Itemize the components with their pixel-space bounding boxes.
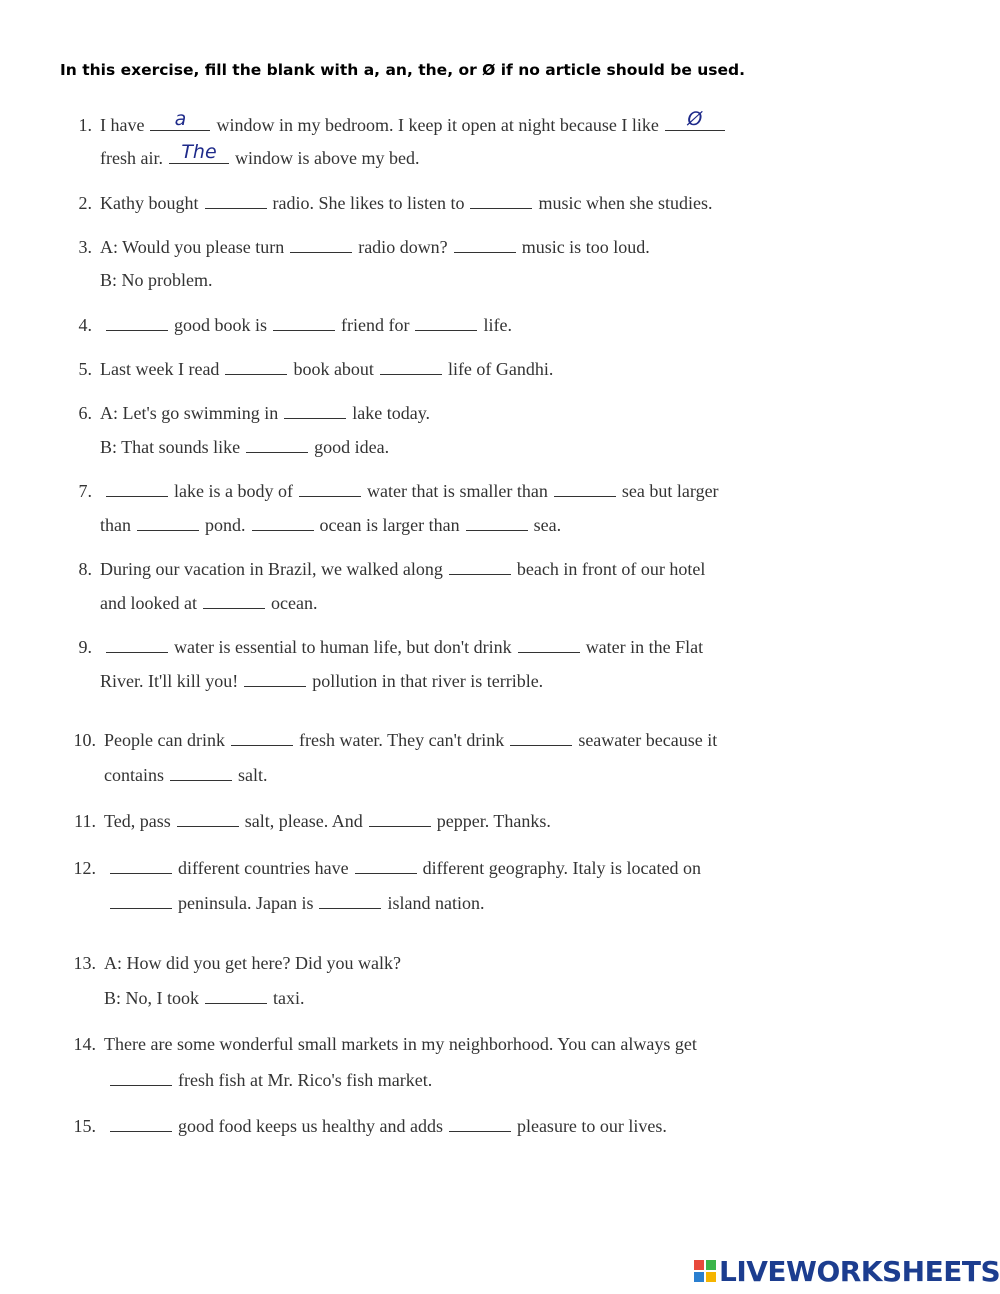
answer-blank[interactable] [170, 765, 232, 781]
item-number: 2. [78, 193, 92, 213]
item-text: good food keeps us healthy and adds [178, 1116, 443, 1136]
item-text: During our vacation in Brazil, we walked along [100, 559, 443, 579]
answer-blank[interactable] [665, 108, 725, 131]
item-text: book about [293, 359, 374, 379]
answer-blank[interactable] [299, 481, 361, 497]
answer-blank[interactable] [415, 315, 477, 331]
item-text: People can drink [104, 730, 225, 750]
item-number: 3. [78, 237, 92, 257]
item-number: 8. [78, 559, 92, 579]
item-text: There are some wonderful small markets in my neighborhood. You can always get [104, 1034, 697, 1054]
answer-blank[interactable] [284, 403, 346, 419]
item-text: seawater because it [578, 730, 718, 750]
item-text: radio. She likes to listen to [272, 193, 465, 213]
item-text: taxi. [273, 988, 305, 1008]
item-number: 9. [78, 637, 92, 657]
item-text: salt. [238, 765, 268, 785]
answer-blank[interactable] [290, 237, 352, 253]
item-text: A: Let's go swimming in [100, 403, 279, 423]
answer-blank[interactable] [470, 193, 532, 209]
item-text: good book is [174, 315, 268, 335]
item-text: fresh air. [100, 148, 163, 168]
handwritten-answer: a [174, 108, 187, 130]
liveworksheets-logo [694, 1255, 1000, 1287]
item-text: Kathy bought [100, 193, 199, 213]
item-text: good idea. [314, 437, 390, 457]
item-text: lake today. [352, 403, 431, 423]
answer-blank[interactable] [110, 1070, 172, 1086]
answer-blank[interactable] [106, 315, 168, 331]
item-text: radio down? [358, 237, 448, 257]
item-text: water that is smaller than [366, 481, 548, 501]
answer-blank[interactable] [110, 893, 172, 909]
item-text: ocean. [270, 593, 318, 613]
item-text: pond. [205, 515, 246, 535]
answer-blank[interactable] [205, 193, 267, 209]
answer-blank[interactable] [319, 893, 381, 909]
item-text: A: Would you please turn [100, 237, 285, 257]
item-number: 10. [73, 730, 96, 750]
answer-blank[interactable] [449, 559, 511, 575]
answer-blank[interactable] [554, 481, 616, 497]
answer-blank[interactable] [106, 481, 168, 497]
handwritten-answer: The [181, 141, 217, 163]
item-text: peninsula. Japan is [178, 893, 314, 913]
answer-blank[interactable] [449, 1116, 511, 1132]
item-text: friend for [341, 315, 410, 335]
item-text: different geography. Italy is located on [422, 858, 702, 878]
item-text: and looked at [100, 593, 197, 613]
item-text: salt, please. And [244, 811, 363, 831]
item-text: water in the Flat [585, 637, 704, 657]
item-text: pleasure to our lives. [516, 1116, 667, 1136]
answer-blank[interactable] [203, 593, 265, 609]
item-text: Last week I read [100, 359, 220, 379]
item-text: window in my bedroom. I keep it open at night because I like [216, 115, 659, 135]
answer-blank[interactable] [454, 237, 516, 253]
item-text: music when she studies. [538, 193, 713, 213]
item-number: 13. [73, 953, 96, 973]
item-text: A: How did you get here? Did you walk? [104, 953, 401, 973]
item-text: fresh fish at Mr. Rico's fish market. [178, 1070, 433, 1090]
item-text: lake is a body of [174, 481, 293, 501]
answer-blank[interactable] [510, 730, 572, 746]
answer-blank[interactable] [225, 359, 287, 375]
item-text: ocean is larger than [319, 515, 460, 535]
item-number: 14. [73, 1034, 96, 1054]
answer-blank[interactable] [110, 1116, 172, 1132]
item-text: I have [100, 115, 145, 135]
item-text: different countries have [178, 858, 349, 878]
item-text: window is above my bed. [234, 148, 420, 168]
instructions: In this exercise, fill the blank with a, an, the, or Ø if no article should be used. [60, 61, 746, 79]
item-number: 6. [78, 403, 92, 423]
item-text: fresh water. They can't drink [298, 730, 505, 750]
item-number: 11. [74, 811, 96, 831]
item-number: 15. [73, 1116, 96, 1136]
answer-blank[interactable] [355, 858, 417, 874]
logo-blocks-icon [694, 1260, 716, 1282]
logo-text: LIVEWORKSHEETS [719, 1254, 1000, 1288]
answer-blank[interactable] [369, 811, 431, 827]
answer-blank[interactable] [246, 437, 308, 453]
answer-blank[interactable] [244, 671, 306, 687]
answer-blank[interactable] [205, 988, 267, 1004]
item-text: contains [104, 765, 164, 785]
answer-blank[interactable] [380, 359, 442, 375]
answer-blank[interactable] [106, 637, 168, 653]
answer-blank[interactable] [137, 515, 199, 531]
answer-blank[interactable] [150, 108, 210, 131]
answer-blank[interactable] [466, 515, 528, 531]
item-text: River. It'll kill you! [100, 671, 239, 691]
item-text: sea but larger [621, 481, 719, 501]
item-text: pepper. Thanks. [436, 811, 551, 831]
item-text: beach in front of our hotel [516, 559, 706, 579]
item-text: life. [483, 315, 512, 335]
item-number: 12. [73, 858, 96, 878]
item-number: 4. [78, 315, 92, 335]
answer-blank[interactable] [231, 730, 293, 746]
item-text: Ted, pass [104, 811, 171, 831]
item-text: B: No, I took [104, 988, 200, 1008]
item-text: pollution in that river is terrible. [312, 671, 544, 691]
answer-blank[interactable] [177, 811, 239, 827]
item-number: 1. [78, 115, 92, 135]
answer-blank[interactable] [169, 141, 229, 164]
answer-blank[interactable] [252, 515, 314, 531]
item-number: 5. [78, 359, 92, 379]
item-text: sea. [533, 515, 562, 535]
item-text: B: That sounds like [100, 437, 241, 457]
item-text: island nation. [387, 893, 485, 913]
item-text: life of Gandhi. [447, 359, 554, 379]
item-text: than [100, 515, 131, 535]
item-text: water is essential to human life, but don't drink [174, 637, 512, 657]
answer-blank[interactable] [273, 315, 335, 331]
item-text: B: No problem. [100, 270, 213, 290]
item-text: music is too loud. [521, 237, 650, 257]
item-number: 7. [78, 481, 92, 501]
answer-blank[interactable] [518, 637, 580, 653]
answer-blank[interactable] [110, 858, 172, 874]
handwritten-answer: Ø [687, 108, 703, 130]
